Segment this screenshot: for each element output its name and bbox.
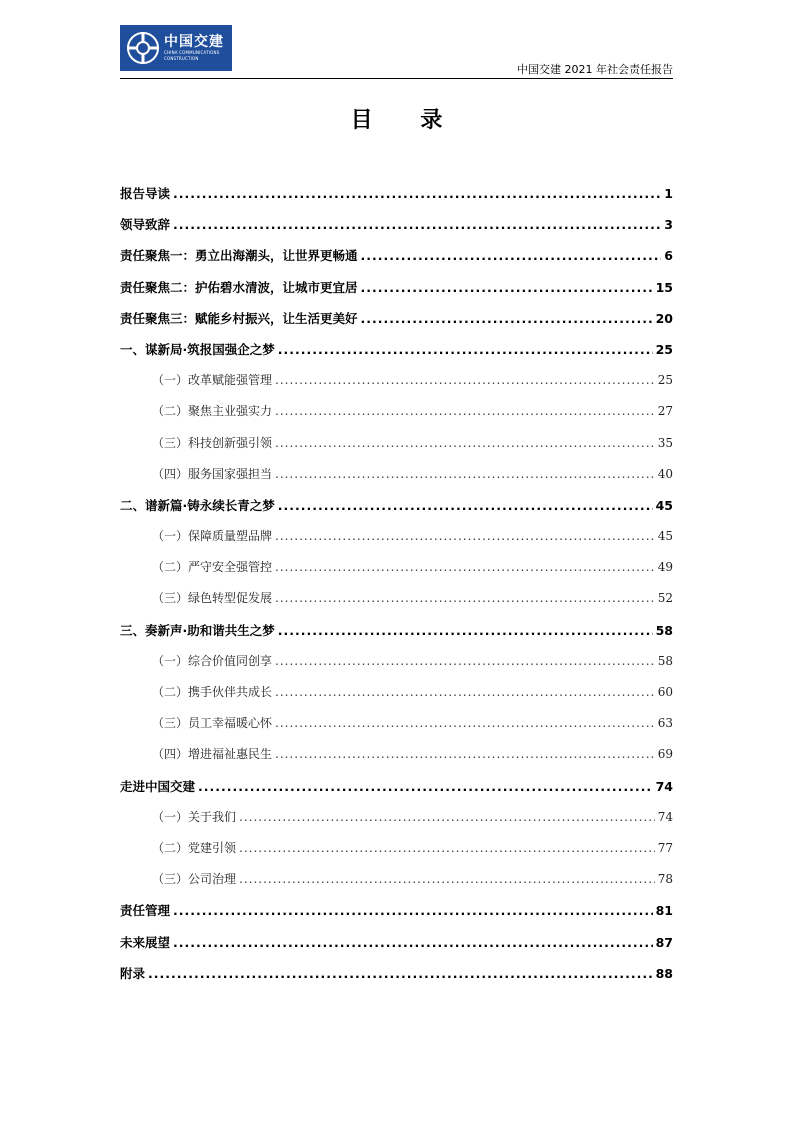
toc-dot-leader — [239, 872, 655, 886]
toc-entry-label: 三、奏新声·助和谐共生之梦 — [120, 622, 275, 638]
toc-entry-page-number: 35 — [657, 435, 673, 450]
toc-entry-label: （一）改革赋能强管理 — [152, 373, 273, 388]
toc-entry-section[interactable] — [120, 901, 673, 932]
toc-dot-leader — [275, 373, 655, 387]
toc-entry-page-number: 52 — [657, 591, 673, 606]
toc-dot-leader — [278, 623, 653, 638]
toc-entry-section[interactable] — [120, 621, 673, 652]
toc-entry-page-number: 25 — [657, 373, 673, 388]
toc-dot-leader — [148, 966, 653, 981]
toc-entry-section[interactable] — [120, 933, 673, 964]
logo-english-name: CHINA COMMUNICATIONS CONSTRUCTION — [164, 50, 220, 61]
toc-entry-label: （二）严守安全强管控 — [152, 560, 273, 575]
toc-dot-leader — [239, 841, 655, 855]
toc-entry-subsection[interactable] — [120, 434, 673, 465]
toc-entry-page-number: 40 — [657, 466, 673, 481]
toc-dot-leader — [278, 498, 653, 513]
toc-entry-label: （四）增进福祉惠民生 — [152, 747, 273, 762]
toc-entry-label: 一、谋新局·筑报国强企之梦 — [120, 341, 275, 357]
table-of-contents — [120, 184, 673, 995]
toc-entry-label: （三）公司治理 — [152, 872, 237, 887]
toc-entry-label: 责任管理 — [120, 903, 171, 919]
toc-entry-page-number: 25 — [655, 341, 673, 357]
toc-entry-label: （四）服务国家强担当 — [152, 466, 273, 481]
toc-dot-leader — [173, 935, 653, 950]
toc-entry-subsection[interactable] — [120, 870, 673, 901]
toc-entry-page-number: 27 — [657, 404, 673, 419]
toc-entry-page-number: 77 — [657, 840, 673, 855]
toc-entry-page-number: 69 — [657, 747, 673, 762]
toc-entry-label: 报告导读 — [120, 186, 171, 201]
toc-entry-subsection[interactable] — [120, 589, 673, 620]
toc-entry-section[interactable] — [120, 964, 673, 995]
report-header-title: 中国交建 2021 年社会责任报告 — [517, 63, 673, 76]
toc-entry-section[interactable] — [120, 215, 673, 246]
header-divider — [120, 78, 673, 79]
toc-dot-leader — [275, 404, 655, 418]
toc-entry-page-number: 49 — [657, 560, 673, 575]
toc-entry-page-number: 1 — [664, 186, 673, 201]
toc-entry-label: （一）保障质量塑品牌 — [152, 529, 273, 544]
toc-entry-page-number: 45 — [657, 529, 673, 544]
toc-entry-page-number: 15 — [655, 279, 673, 295]
toc-entry-page-number: 87 — [655, 934, 673, 950]
toc-entry-subsection[interactable] — [120, 714, 673, 745]
toc-entry-label: （一）综合价值同创享 — [152, 653, 273, 668]
company-logo — [120, 25, 232, 71]
toc-entry-subsection[interactable] — [120, 465, 673, 496]
toc-entry-section[interactable] — [120, 184, 673, 215]
toc-entry-label: 附录 — [120, 965, 146, 981]
toc-entry-label: （一）关于我们 — [152, 809, 237, 824]
toc-entry-page-number: 78 — [657, 872, 673, 887]
toc-dot-leader — [361, 311, 653, 326]
toc-entry-subsection[interactable] — [120, 745, 673, 776]
toc-dot-leader — [275, 685, 655, 699]
toc-entry-page-number: 74 — [657, 809, 673, 824]
toc-entry-label: 责任聚焦三：赋能乡村振兴，让生活更美好 — [120, 310, 358, 326]
toc-entry-label: （二）携手伙伴共成长 — [152, 685, 273, 699]
toc-entry-page-number: 58 — [657, 653, 673, 668]
toc-entry-section[interactable] — [120, 496, 673, 527]
toc-dot-leader — [275, 747, 655, 761]
toc-entry-page-number: 63 — [657, 716, 673, 731]
toc-entry-subsection[interactable] — [120, 652, 673, 683]
toc-entry-label: 责任聚焦一：勇立出海潮头，让世界更畅通 — [120, 248, 358, 264]
toc-entry-label: （三）员工幸福暖心怀 — [152, 716, 273, 731]
toc-dot-leader — [361, 280, 653, 295]
toc-entry-page-number: 58 — [655, 622, 673, 638]
toc-dot-leader — [275, 560, 655, 574]
toc-dot-leader — [278, 342, 653, 357]
toc-entry-label: 未来展望 — [120, 934, 171, 950]
toc-dot-leader — [275, 591, 655, 605]
toc-entry-subsection[interactable] — [120, 527, 673, 558]
toc-entry-section[interactable] — [120, 340, 673, 371]
toc-entry-page-number: 88 — [655, 965, 673, 981]
toc-entry-section[interactable] — [120, 278, 673, 309]
toc-dot-leader — [275, 467, 655, 481]
toc-dot-leader — [198, 779, 653, 794]
toc-entry-page-number: 3 — [664, 217, 673, 233]
toc-entry-label: （二）聚焦主业强实力 — [152, 404, 273, 419]
toc-entry-subsection[interactable] — [120, 558, 673, 589]
toc-dot-leader — [275, 436, 655, 450]
toc-entry-page-number: 60 — [657, 685, 673, 699]
toc-dot-leader — [275, 529, 655, 543]
toc-entry-subsection[interactable] — [120, 402, 673, 433]
toc-entry-label: 责任聚焦二：护佑碧水清波，让城市更宜居 — [120, 279, 358, 295]
toc-entry-section[interactable] — [120, 309, 673, 340]
toc-entry-subsection[interactable] — [120, 839, 673, 870]
toc-entry-label: 二、谱新篇·铸永续长青之梦 — [120, 497, 275, 513]
toc-entry-section[interactable] — [120, 777, 673, 808]
toc-entry-subsection[interactable] — [120, 808, 673, 839]
toc-entry-label: （三）绿色转型促发展 — [152, 591, 273, 606]
toc-entry-label: （二）党建引领 — [152, 840, 237, 855]
toc-entry-subsection[interactable] — [120, 683, 673, 714]
toc-entry-page-number: 20 — [655, 310, 673, 326]
toc-entry-section[interactable] — [120, 246, 673, 277]
toc-entry-page-number: 81 — [655, 903, 673, 919]
toc-dot-leader — [239, 810, 655, 824]
ccc-emblem-icon — [125, 30, 161, 66]
logo-chinese-name: 中国交建 — [164, 34, 224, 50]
page-title: 目 录 — [350, 108, 463, 133]
toc-dot-leader — [275, 716, 655, 730]
toc-entry-label: 走进中国交建 — [120, 778, 196, 794]
toc-dot-leader — [275, 654, 655, 668]
toc-dot-leader — [361, 248, 662, 263]
toc-entry-label: （三）科技创新强引领 — [152, 435, 273, 450]
toc-entry-page-number: 45 — [655, 497, 673, 513]
toc-entry-page-number: 6 — [664, 248, 673, 264]
toc-entry-label: 领导致辞 — [120, 217, 171, 233]
toc-dot-leader — [173, 903, 653, 918]
toc-dot-leader — [173, 186, 661, 201]
toc-entry-subsection[interactable] — [120, 371, 673, 402]
toc-entry-page-number: 74 — [655, 778, 673, 794]
toc-dot-leader — [173, 217, 661, 232]
